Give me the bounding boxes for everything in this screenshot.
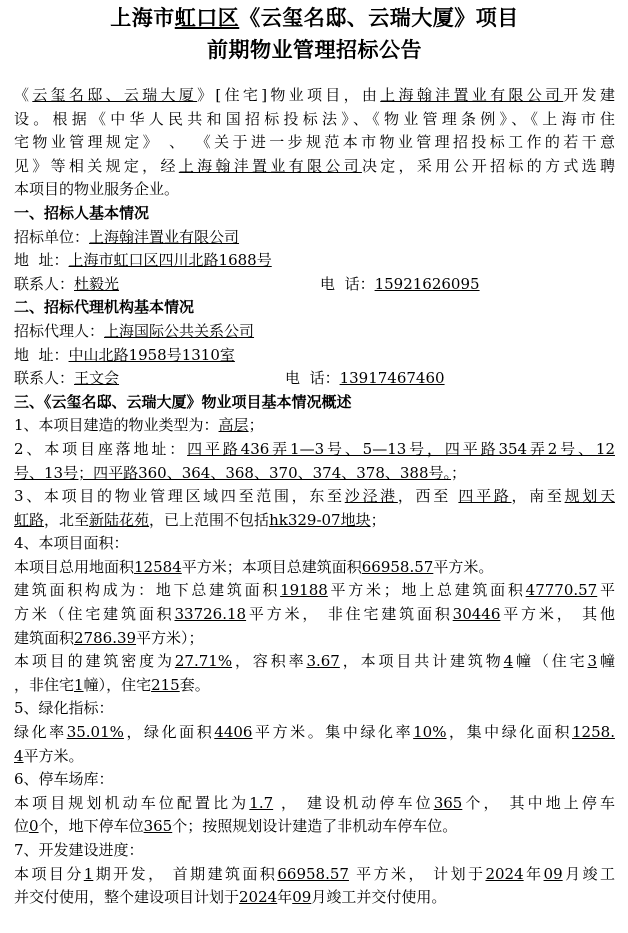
item-3-boundary-line-1: 3、本项目的物业管理区域四至范围，东至沙泾港，西至 四平路，南至规划天 [14,487,615,506]
section-3-heading: 三、《云玺名邸、云瑞大厦》物业项目基本情况概述 [14,392,352,411]
tenderer-unit: 招标单位：上海翰沣置业有限公司 [14,227,240,246]
item-2-location-line-1: 2、本项目座落地址：四平路436弄1—3号、5—13号，四平路354弄2号、12 [14,439,615,458]
item-4-line-1: 本项目总用地面积12584平方米；本项目总建筑面积66958.57平方米。 [14,557,494,576]
item-4-line-3: 方米（住宅建筑面积33726.18平方米， 非住宅建筑面积30446平方米， 其他 [14,605,615,624]
intro-line-3: 宅物业管理规定》 、 《关于进一步规范本市物业管理招投标工作的若干意 [14,133,615,152]
agent-address: 地 址：中山北路1958号1310室 [14,345,235,364]
item-5-heading: 5、绿化指标： [14,699,114,718]
agent-contact: 联系人：王文会 电 话：13917467460 [14,369,445,388]
document-title-line1: 上海市虹口区《云玺名邸、云瑞大厦》项目 [110,5,519,30]
item-6-line-1: 本项目规划机动车位配置比为1.7 ， 建设机动停车位365个， 其中地上停车 [14,793,615,812]
agent-name: 招标代理人：上海国际公共关系公司 [14,321,255,340]
item-4-line-4: 建筑面积2786.39平方米）； [14,628,204,647]
intro-line-1: 《云玺名邸、云瑞大厦》[住宅]物业项目，由上海翰沣置业有限公司开发建 [14,86,615,104]
item-6-heading: 6、停车场库： [14,770,114,789]
item-2-location-line-2: 号、13号；四平路360、364、368、370、374、378、388号。； [14,463,467,482]
item-4-heading: 4、本项目面积： [14,534,129,553]
document-title-line2: 前期物业管理招标公告 [207,37,422,62]
item-7-line-1: 本项目分1期开发， 首期建筑面积66958.57 平方米， 计划于2024年09月竣工 [14,864,615,883]
item-5-line-1: 绿化率35.01%，绿化面积4406平方米。集中绿化率10%，集中绿化面积1258. [14,723,615,742]
item-4-line-6: ，非住宅1幢），住宅215套。 [14,675,210,694]
section-2-heading: 二、招标代理机构基本情况 [14,298,195,317]
tenderer-address: 地 址：上海市虹口区四川北路1688号 [14,251,272,270]
item-7-line-2: 并交付使用，整个建设项目计划于2024年09月竣工并交付使用。 [14,888,447,907]
item-6-line-2: 位0个，地下停车位365个；按照规划设计建造了非机动车停车位。 [14,817,458,836]
intro-line-2: 设。根据《中华人民共和国招标投标法》、《物业管理条例》、《上海市住 [14,109,615,128]
intro-line-5: 本项目的物业服务企业。 [14,180,180,199]
item-5-line-2: 4平方米。 [14,746,84,765]
item-4-line-2: 建筑面积构成为：地下总建筑面积19188平方米；地上总建筑面积47770.57平 [14,581,615,600]
item-7-heading: 7、开发建设进度： [14,841,144,859]
item-1-property-type: 1、本项目建造的物业类型为：高层； [14,416,264,435]
item-4-line-5: 本项目的建筑密度为27.71%，容积率3.67，本项目共计建筑物4幢（住宅3幢 [14,652,615,671]
intro-line-4: 见》等相关规定，经上海翰沣置业有限公司决定，采用公开招标的方式选聘 [14,156,615,175]
section-1-heading: 一、招标人基本情况 [14,203,150,222]
item-3-boundary-line-2: 虹路，北至新陆花苑，已上范围不包括hk329-07地块； [14,510,386,529]
document-page [0,2,628,933]
tenderer-contact: 联系人：杜毅光 电 话：15921626095 [14,274,480,293]
